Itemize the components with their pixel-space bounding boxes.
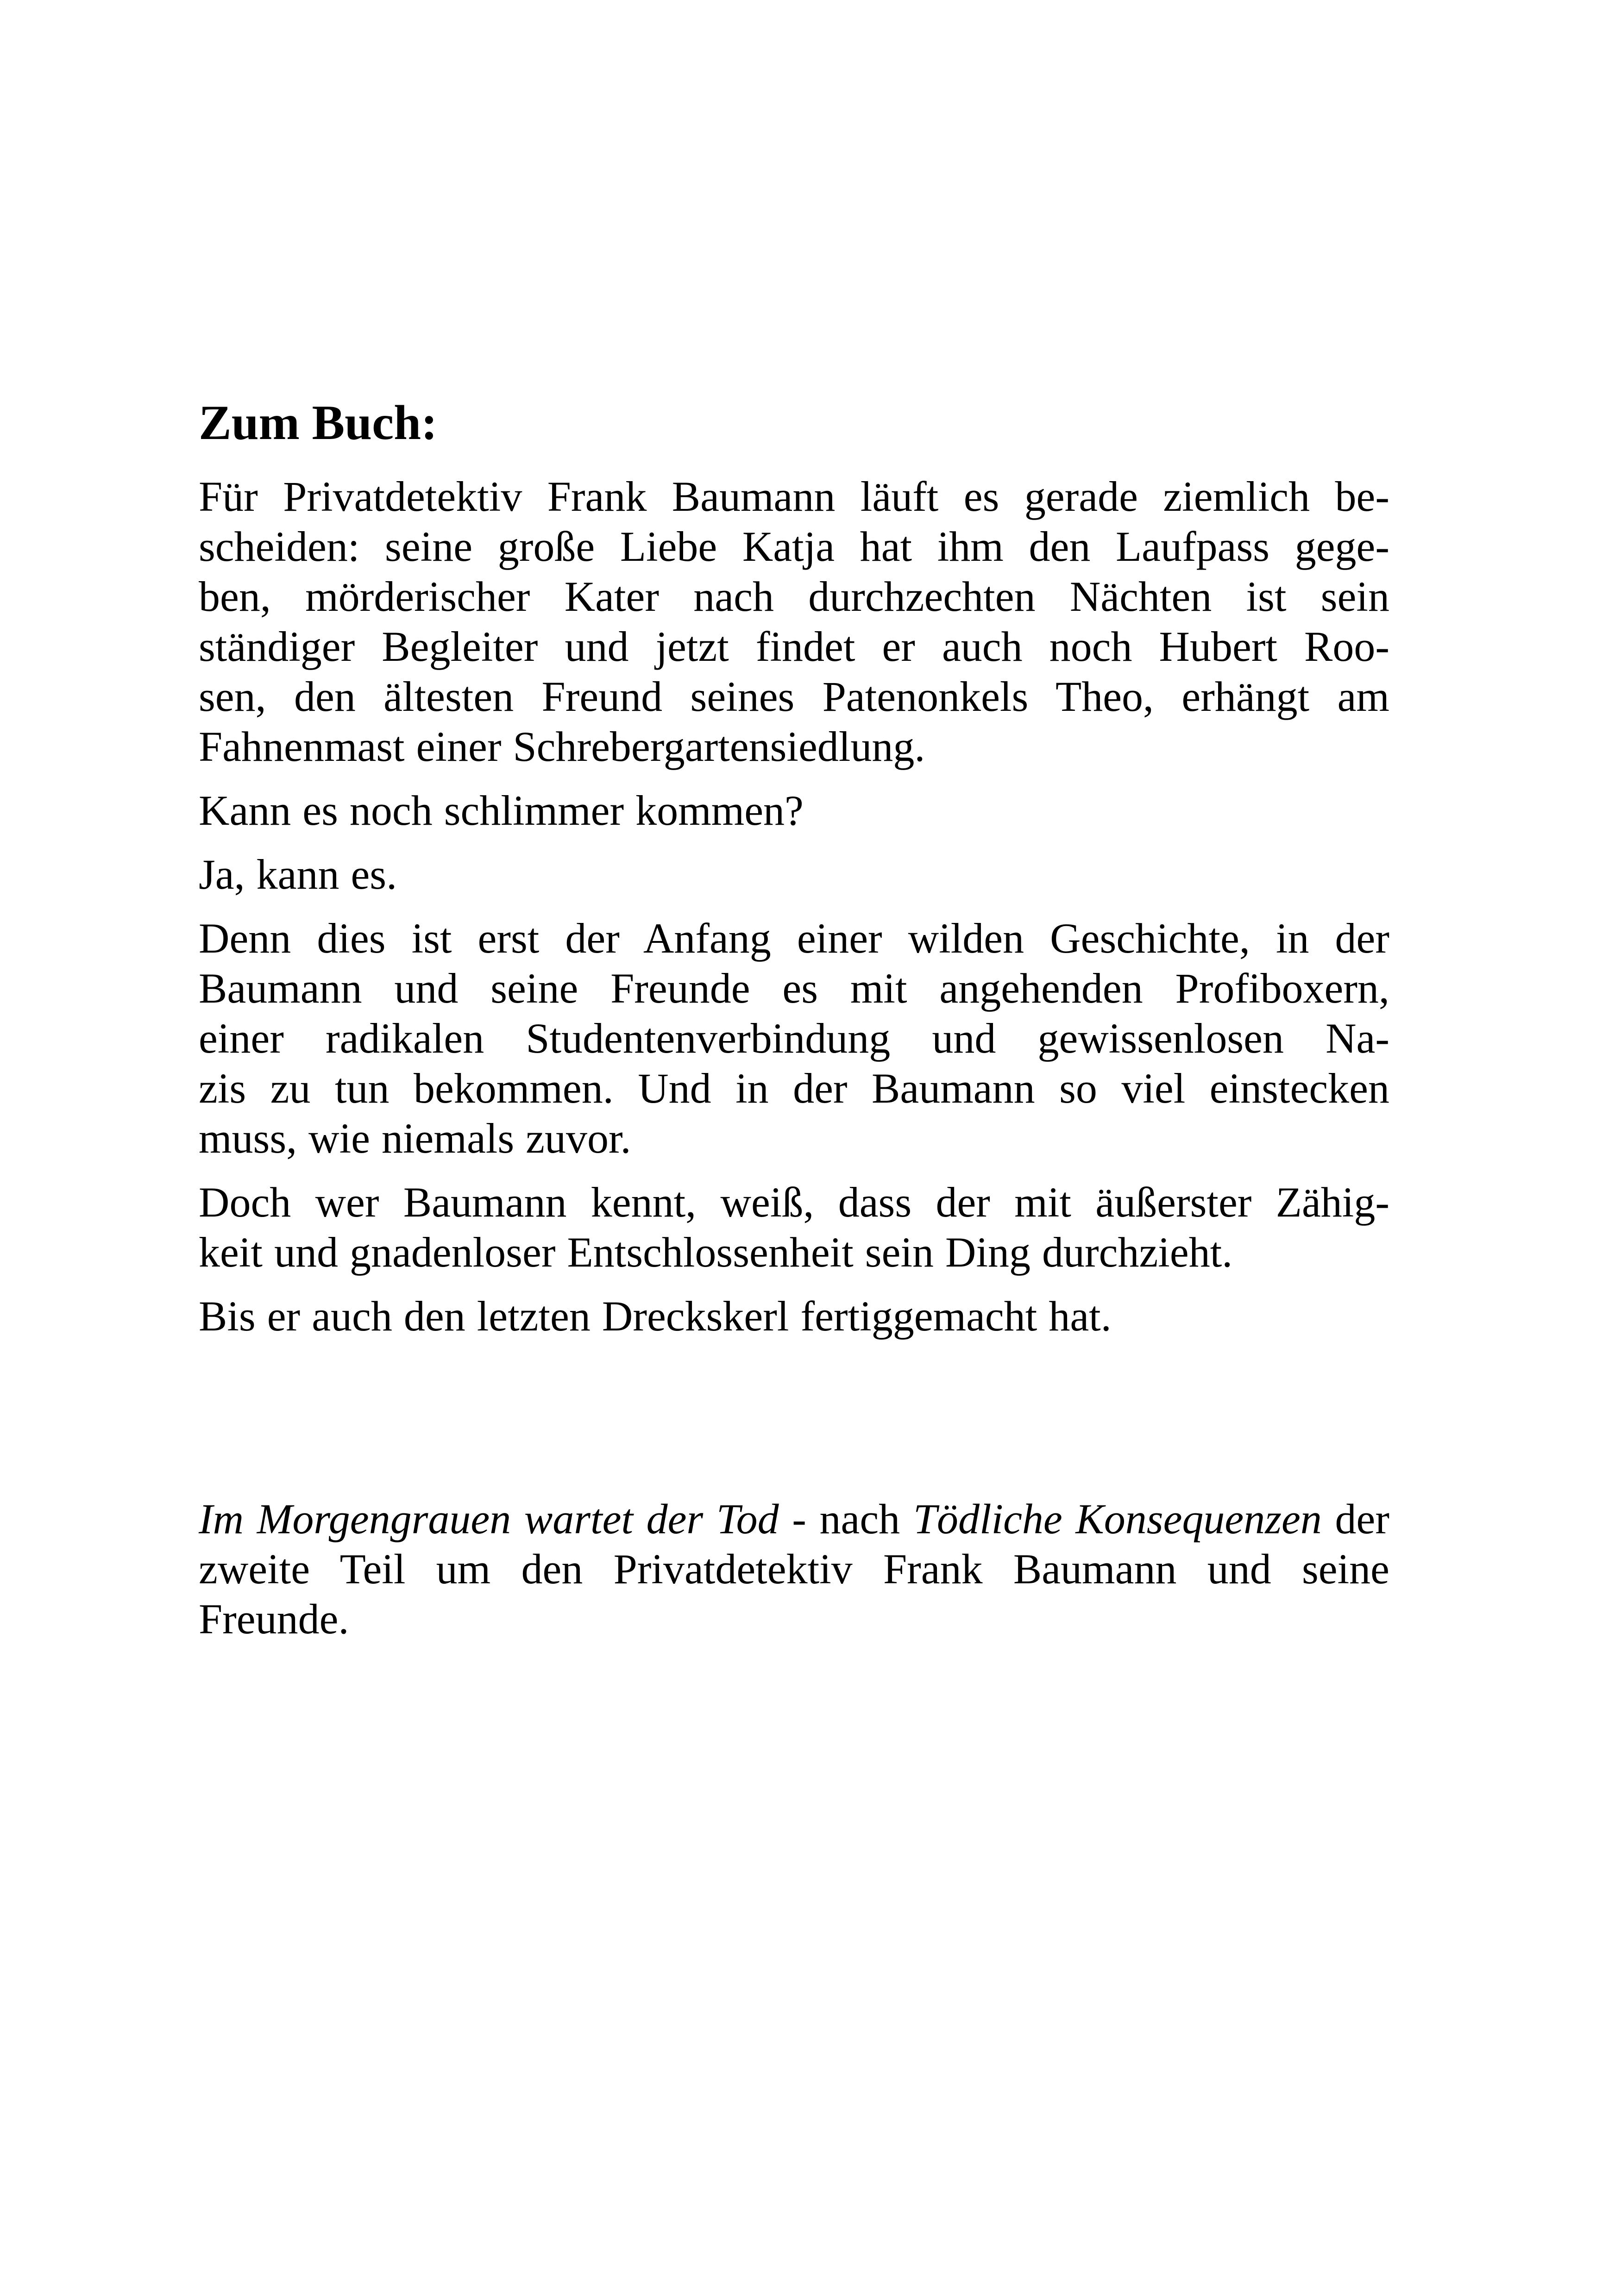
text-segment: ben, mörderischer Kater nach durchzechten Nächten ist sein (199, 573, 1389, 620)
text-segment: Denn dies ist erst der Anfang einer wilden Geschichte, in der (199, 915, 1389, 962)
text-segment: Fahnenmast einer Schrebergartensiedlung. (199, 723, 925, 770)
text-line (199, 1594, 1389, 1644)
text-line (199, 963, 1389, 1013)
paragraph (199, 785, 1389, 835)
text-segment: Bis er auch den letzten Dreckskerl fertiggemacht hat. (199, 1292, 1112, 1340)
text-line (199, 671, 1389, 721)
text-column (199, 0, 1389, 1658)
text-line (199, 471, 1389, 521)
text-line (199, 1544, 1389, 1594)
text-segment: einer radikalen Studentenverbindung und gewissenlosen Na- (199, 1015, 1389, 1062)
paragraph (199, 913, 1389, 1163)
book-title-italic: Tödliche Konsequenzen (913, 1495, 1322, 1543)
text-segment: Freunde. (199, 1595, 349, 1643)
text-segment: Baumann und seine Freunde es mit angehenden Profiboxern, (199, 965, 1389, 1012)
text-line (199, 849, 1389, 899)
text-segment: Ja, kann es. (199, 851, 397, 898)
text-line (199, 571, 1389, 621)
paragraph (199, 471, 1389, 772)
paragraph (199, 1291, 1389, 1341)
text-segment: zweite Teil um den Privatdetektiv Frank Baumann und seine (199, 1545, 1389, 1593)
text-segment: zis zu tun bekommen. Und in der Baumann so viel einstecken (199, 1065, 1389, 1112)
text-segment: - nach (779, 1495, 913, 1543)
paragraphs-container (199, 471, 1389, 1644)
paragraph (199, 849, 1389, 899)
text-line (199, 1113, 1389, 1163)
text-segment: muss, wie niemals zuvor. (199, 1115, 631, 1162)
text-line (199, 913, 1389, 963)
text-line (199, 1291, 1389, 1341)
text-segment: ständiger Begleiter und jetzt findet er auch noch Hubert Roo- (199, 623, 1389, 670)
page-title: Zum Buch: (199, 395, 438, 450)
text-line (199, 785, 1389, 835)
text-line (199, 1494, 1389, 1544)
text-line (199, 1013, 1389, 1063)
text-segment: Doch wer Baumann kennt, weiß, dass der mit äußerster Zähig- (199, 1179, 1389, 1226)
text-line (199, 521, 1389, 571)
text-segment: keit und gnadenloser Entschlossenheit sein Ding durchzieht. (199, 1229, 1233, 1276)
text-line (199, 1227, 1389, 1277)
book-title-italic: Im Morgengrauen wartet der Tod (199, 1495, 779, 1543)
paragraph (199, 1177, 1389, 1277)
paragraph (199, 1494, 1389, 1644)
text-segment: der (1321, 1495, 1389, 1543)
text-segment: Für Privatdetektiv Frank Baumann läuft es gerade ziemlich be- (199, 473, 1389, 520)
text-segment: Kann es noch schlimmer kommen? (199, 787, 804, 834)
text-segment: scheiden: seine große Liebe Katja hat ihm den Laufpass gege- (199, 523, 1389, 570)
text-line (199, 721, 1389, 772)
text-line (199, 1177, 1389, 1227)
text-segment: sen, den ältesten Freund seines Patenonkels Theo, erhängt am (199, 673, 1389, 720)
text-line (199, 621, 1389, 671)
text-line (199, 1063, 1389, 1113)
